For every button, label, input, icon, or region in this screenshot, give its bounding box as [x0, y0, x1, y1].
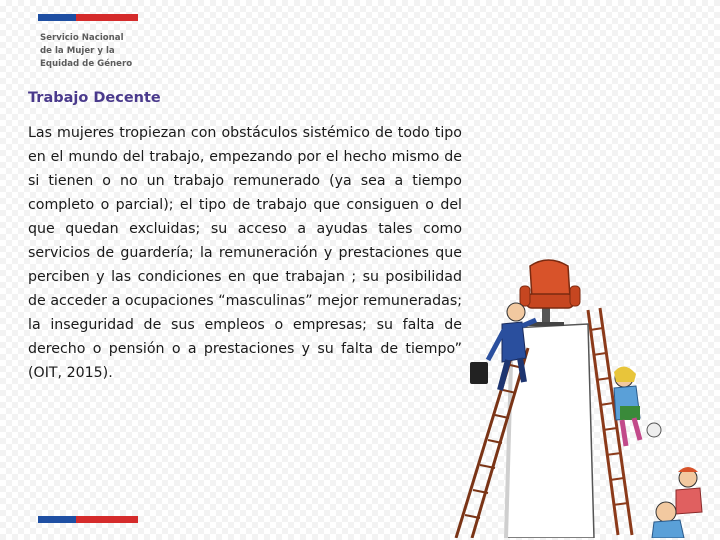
office-chair-icon: [520, 260, 580, 326]
flag-bar-bottom: [38, 516, 138, 523]
org-name-line-1: Servicio Nacional: [40, 33, 124, 43]
slide-title: Trabajo Decente: [28, 90, 161, 106]
ladder-icon: [588, 308, 632, 535]
organization-logo-text: [40, 32, 180, 71]
flag-red-segment: [76, 14, 138, 21]
flag-red-segment: [76, 516, 138, 523]
flag-bar-top: [38, 14, 138, 21]
cartoon-illustration: [440, 250, 715, 538]
flag-blue-segment: [38, 14, 76, 21]
org-name-line-2: de la Mujer y la: [40, 46, 115, 56]
body-paragraph: Las mujeres tropiezan con obstáculos sistémico de todo tipo en el mundo del trabajo, empezando por el hecho mismo de si tienen o no un trabajo remunerado (ya sea a tiempo completo o parcial); el tipo de trabajo que consiguen o del que quedan excluidas; su acceso a ayudas tales como servicios de guardería; la remuneración y prestaciones que perciben y las condiciones en que trabajan ; su posibilidad de acceder a ocupaciones “masculinas” mejor remuneradas; la inseguridad de sus empleos o empresas; su falta de derecho o pensión o a prestaciones y su falta de tiempo” (OIT, 2015).: [28, 125, 462, 381]
flag-blue-segment: [38, 516, 76, 523]
org-name-line-3: Equidad de Género: [40, 59, 133, 69]
crying-child-icon: [652, 467, 702, 538]
woman-climbing-icon: [614, 366, 661, 446]
